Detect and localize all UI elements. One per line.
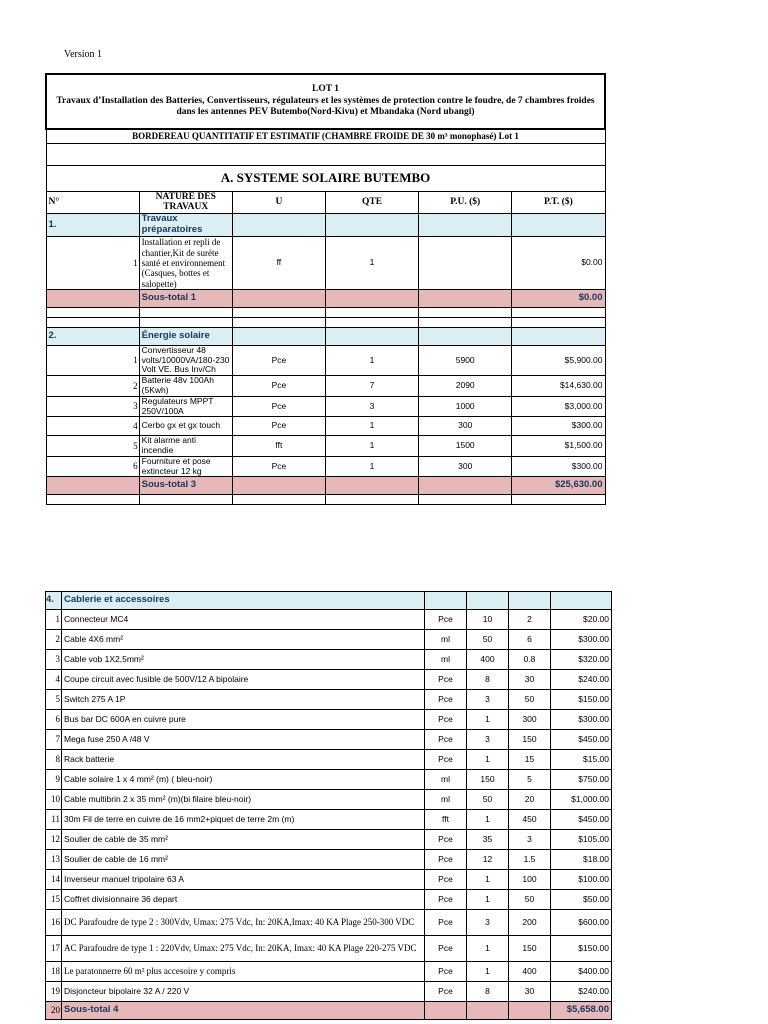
row-total: $300.00 — [551, 630, 612, 650]
section-row — [46, 327, 605, 345]
row-unit-price: 300 — [419, 456, 512, 477]
row-unit-price: 1000 — [419, 396, 512, 417]
row-total: $3,000.00 — [512, 396, 605, 417]
row-description: Regulateurs MPPT 250V/100A — [139, 396, 232, 417]
row-total: $1,000.00 — [551, 790, 612, 810]
row-qty: 1 — [325, 345, 418, 375]
row-unit-price: 6 — [509, 630, 551, 650]
row-number: 15 — [46, 890, 62, 910]
row-description: Switch 275 A 1P — [62, 690, 425, 710]
subtotal-label: Sous-total 3 — [139, 477, 232, 495]
row-number: 11 — [46, 810, 62, 830]
col-nature: NATURE DES TRAVAUX — [139, 191, 232, 214]
section-row — [46, 592, 612, 610]
lot-number: LOT 1 — [311, 84, 339, 95]
row-description: Installation et repli de chantier,Kit de suréte santé et environnement (Casques, bottes et salopette) — [139, 237, 232, 290]
table-row — [46, 910, 612, 936]
row-number: 13 — [46, 850, 62, 870]
row-total: $20.00 — [551, 610, 612, 630]
row-description: DC Parafoudre de type 2 : 300Vdv, Umax: 275 Vdc, In: 20KA,Imax: 40 KA Plage 250-300 VDC — [62, 910, 425, 936]
row-qty: 50 — [467, 630, 509, 650]
row-unit: Pce — [425, 936, 467, 962]
row-description: Convertisseur 48 volts/10000VA/180-230 Volt VE. Bus Inv/Ch — [139, 345, 232, 375]
row-unit: Pce — [425, 750, 467, 770]
row-unit: Pce — [425, 850, 467, 870]
row-qty: 50 — [467, 790, 509, 810]
table-row — [46, 750, 612, 770]
table-row — [46, 670, 612, 690]
row-total: $320.00 — [551, 650, 612, 670]
row-number: 6 — [46, 710, 62, 730]
subtotal-value: $25,630.00 — [512, 477, 605, 495]
row-number: 1 — [46, 345, 139, 375]
row-unit-price: 2 — [509, 610, 551, 630]
row-description: Soulier de cable de 16 mm² — [62, 850, 425, 870]
row-description: Cable vob 1X2,5mm² — [62, 650, 425, 670]
table-row — [46, 650, 612, 670]
row-qty: 35 — [467, 830, 509, 850]
row-unit-price: 400 — [509, 962, 551, 982]
row-total: $105.00 — [551, 830, 612, 850]
table-row — [46, 610, 612, 630]
col-n: N° — [46, 191, 139, 214]
col-pu: P.U. ($) — [419, 191, 512, 214]
row-unit: Pce — [425, 982, 467, 1002]
row-total: $300.00 — [512, 417, 605, 436]
row-unit: Pce — [425, 830, 467, 850]
row-unit: ml — [425, 790, 467, 810]
subtotal-label: Sous-total 4 — [62, 1002, 425, 1020]
row-unit-price: 2090 — [419, 376, 512, 397]
row-total: $750.00 — [551, 770, 612, 790]
row-unit: Pce — [425, 710, 467, 730]
row-number: 3 — [46, 396, 139, 417]
section-number: 2. — [46, 327, 139, 345]
row-qty: 7 — [325, 376, 418, 397]
table-row — [46, 810, 612, 830]
row-qty: 10 — [467, 610, 509, 630]
bordereau-table-solar — [45, 73, 606, 505]
table-row — [46, 850, 612, 870]
table-row — [46, 730, 612, 750]
section-name: Travaux préparatoires — [139, 214, 232, 237]
row-unit-price: 300 — [419, 417, 512, 436]
row-number: 4 — [46, 670, 62, 690]
row-number: 17 — [46, 936, 62, 962]
row-unit: Pce — [232, 376, 325, 397]
table-row — [46, 376, 605, 397]
subtotal-value: $5,658.00 — [551, 1002, 612, 1020]
row-description: Rack batterie — [62, 750, 425, 770]
row-number: 12 — [46, 830, 62, 850]
row-total: $150.00 — [551, 690, 612, 710]
table-row — [46, 345, 605, 375]
row-number: 6 — [46, 456, 139, 477]
row-description: Inverseur manuel tripolaire 63 A — [62, 870, 425, 890]
row-qty: 150 — [467, 770, 509, 790]
table-row — [46, 962, 612, 982]
row-qty: 1 — [325, 237, 418, 290]
row-number: 7 — [46, 730, 62, 750]
row-qty: 1 — [467, 890, 509, 910]
subtotal-label: Sous-total 1 — [139, 289, 232, 307]
subtotal-row — [46, 477, 605, 495]
row-total: $600.00 — [551, 910, 612, 936]
table-row — [46, 630, 612, 650]
row-number: 5 — [46, 436, 139, 457]
row-unit-price: 30 — [509, 670, 551, 690]
row-description: Cerbo gx et gx touch — [139, 417, 232, 436]
row-unit: Pce — [232, 396, 325, 417]
row-total: $0.00 — [512, 237, 605, 290]
column-header-row — [46, 191, 605, 214]
row-description: Batterie 48v 100Ah (5Kwh) — [139, 376, 232, 397]
row-qty: 3 — [467, 690, 509, 710]
section-number: 4. — [46, 592, 62, 610]
row-unit: Pce — [425, 730, 467, 750]
row-unit: Pce — [232, 345, 325, 375]
row-unit: fft — [232, 436, 325, 457]
row-number: 4 — [46, 417, 139, 436]
table-row — [46, 417, 605, 436]
row-unit-price: 150 — [509, 730, 551, 750]
row-unit: ml — [425, 630, 467, 650]
row-unit-price: 200 — [509, 910, 551, 936]
row-qty: 1 — [325, 436, 418, 457]
row-total: $450.00 — [551, 730, 612, 750]
table-row — [46, 456, 605, 477]
row-unit-price: 450 — [509, 810, 551, 830]
row-number: 9 — [46, 770, 62, 790]
row-number: 8 — [46, 750, 62, 770]
row-unit-price — [419, 237, 512, 290]
row-total: $240.00 — [551, 670, 612, 690]
row-number: 5 — [46, 690, 62, 710]
row-number: 2 — [46, 376, 139, 397]
bordereau-subtitle: BORDEREAU QUANTITATIF ET ESTIMATIF (CHAMBRE FROIDE DE 30 m³ monophasé) Lot 1 — [46, 129, 605, 143]
subtotal-row — [46, 289, 605, 307]
row-description: Fourniture et pose extincteur 12 kg — [139, 456, 232, 477]
version-label: Version 1 — [64, 49, 103, 60]
row-number: 10 — [46, 790, 62, 810]
row-total: $1,500.00 — [512, 436, 605, 457]
row-unit-price: 1500 — [419, 436, 512, 457]
row-qty: 12 — [467, 850, 509, 870]
row-description: Le paratonnerre 60 m² plus accesoire y compris — [62, 962, 425, 982]
row-unit-price: 300 — [509, 710, 551, 730]
row-total: $5,900.00 — [512, 345, 605, 375]
row-qty: 400 — [467, 650, 509, 670]
row-unit: fft — [425, 810, 467, 830]
row-qty: 1 — [467, 936, 509, 962]
row-qty: 3 — [325, 396, 418, 417]
lot-title: Travaux d’Installation des Batteries, Convertisseurs, régulateurs et les systèmes de protection contre le foudre, de 7 chambres froides dans les antennes PEV Butembo(Nord-Kivu) et Mbandaka (Nord ubangi) — [56, 95, 595, 118]
lot-header — [46, 74, 605, 129]
subtotal-row — [46, 1002, 612, 1020]
row-number: 1 — [46, 610, 62, 630]
row-unit: Pce — [425, 962, 467, 982]
table-row — [46, 890, 612, 910]
row-number: 20 — [46, 1002, 62, 1020]
row-total: $150.00 — [551, 936, 612, 962]
row-qty: 1 — [325, 456, 418, 477]
row-unit-price: 100 — [509, 870, 551, 890]
table-row — [46, 790, 612, 810]
row-qty: 1 — [467, 962, 509, 982]
row-unit: Pce — [425, 870, 467, 890]
row-unit: Pce — [232, 456, 325, 477]
table-row — [46, 396, 605, 417]
row-unit: Pce — [232, 417, 325, 436]
col-u: U — [232, 191, 325, 214]
row-total: $400.00 — [551, 962, 612, 982]
row-qty: 3 — [467, 730, 509, 750]
row-description: Bus bar DC 600A en cuivre pure — [62, 710, 425, 730]
table-row — [46, 770, 612, 790]
row-unit-price: 0.8 — [509, 650, 551, 670]
row-qty: 1 — [467, 810, 509, 830]
section-number: 1. — [46, 214, 139, 237]
row-description: Disjoncteur bipolaire 32 A / 220 V — [62, 982, 425, 1002]
subtotal-value: $0.00 — [512, 289, 605, 307]
row-total: $450.00 — [551, 810, 612, 830]
row-number: 19 — [46, 982, 62, 1002]
row-qty: 8 — [467, 670, 509, 690]
row-unit-price: 5 — [509, 770, 551, 790]
row-qty: 3 — [467, 910, 509, 936]
row-qty: 1 — [467, 750, 509, 770]
row-qty: 1 — [467, 870, 509, 890]
table-row — [46, 690, 612, 710]
table-row — [46, 870, 612, 890]
row-description: Coffret divisionnaire 36 depart — [62, 890, 425, 910]
table-row — [46, 436, 605, 457]
row-unit-price: 1.5 — [509, 850, 551, 870]
row-description: Mega fuse 250 A /48 V — [62, 730, 425, 750]
row-description: Cable solaire 1 x 4 mm² (m) ( bleu-noir) — [62, 770, 425, 790]
row-description: Coupe circuit avec fusible de 500V/12 A bipolaire — [62, 670, 425, 690]
row-unit: Pce — [425, 690, 467, 710]
col-pt: P.T. ($) — [512, 191, 605, 214]
table-row — [46, 936, 612, 962]
row-unit: Pce — [425, 910, 467, 936]
row-description: Soulier de cable de 35 mm² — [62, 830, 425, 850]
row-total: $240.00 — [551, 982, 612, 1002]
row-total: $300.00 — [512, 456, 605, 477]
row-number: 3 — [46, 650, 62, 670]
row-unit: ml — [425, 770, 467, 790]
row-qty: 8 — [467, 982, 509, 1002]
blank-row — [46, 143, 605, 165]
row-qty: 1 — [325, 417, 418, 436]
row-total: $300.00 — [551, 710, 612, 730]
row-number: 16 — [46, 910, 62, 936]
row-total: $100.00 — [551, 870, 612, 890]
row-unit-price: 50 — [509, 890, 551, 910]
row-total: $18.00 — [551, 850, 612, 870]
row-description: 30m Fil de terre en cuivre de 16 mm2+piquet de terre 2m (m) — [62, 810, 425, 830]
row-qty: 1 — [467, 710, 509, 730]
row-unit-price: 15 — [509, 750, 551, 770]
row-unit: ml — [425, 650, 467, 670]
section-row — [46, 214, 605, 237]
row-description: Connecteur MC4 — [62, 610, 425, 630]
row-number: 14 — [46, 870, 62, 890]
section-name: Énergie solaire — [139, 327, 232, 345]
section-name: Cablerie et accessoires — [62, 592, 425, 610]
row-number: 1 — [46, 237, 139, 290]
row-unit: Pce — [425, 610, 467, 630]
row-unit: Pce — [425, 670, 467, 690]
row-description: Cable multibrin 2 x 35 mm² (m)(bi filaire bleu-noir) — [62, 790, 425, 810]
row-total: $15.00 — [551, 750, 612, 770]
row-unit-price: 5900 — [419, 345, 512, 375]
row-number: 18 — [46, 962, 62, 982]
table-row — [46, 237, 605, 290]
section-title: A. SYSTEME SOLAIRE BUTEMBO — [46, 165, 605, 191]
row-unit-price: 50 — [509, 690, 551, 710]
row-unit: ff — [232, 237, 325, 290]
row-unit-price: 30 — [509, 982, 551, 1002]
bordereau-table-cables — [45, 591, 612, 1020]
table-row — [46, 710, 612, 730]
row-description: AC Parafoudre de type 1 : 220Vdv, Umax: 275 Vdc, In: 20KA, Imax: 40 KA Plage 220-275 VDC — [62, 936, 425, 962]
row-number: 2 — [46, 630, 62, 650]
row-total: $50.00 — [551, 890, 612, 910]
row-unit-price: 3 — [509, 830, 551, 850]
table-row — [46, 982, 612, 1002]
row-description: Cable 4X6 mm² — [62, 630, 425, 650]
col-qte: QTE — [325, 191, 418, 214]
row-description: Kit alarme anti incendie — [139, 436, 232, 457]
table-row — [46, 830, 612, 850]
row-unit: Pce — [425, 890, 467, 910]
row-unit-price: 150 — [509, 936, 551, 962]
row-unit-price: 20 — [509, 790, 551, 810]
row-total: $14,630.00 — [512, 376, 605, 397]
